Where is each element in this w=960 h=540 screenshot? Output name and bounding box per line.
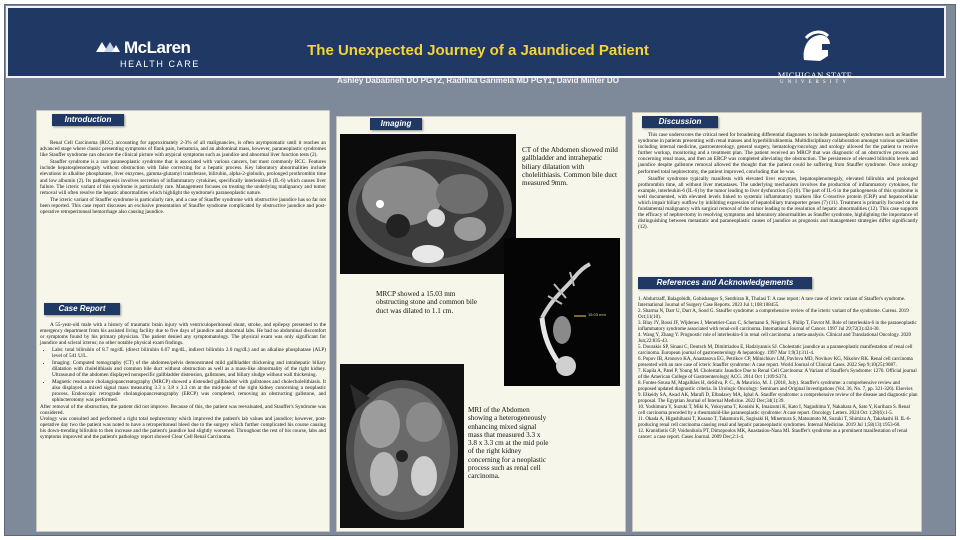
discussion-paragraph: Stauffer syndrome typically manifests with elevated liver enzymes, hepatosplenomegaly, elevated bilirubin and prolonged prothrombin time, all without liver metastases. The underlying mechanism involves the production of inflammatory cytokines, for example, interleukin-6 (IL-6) by the tumor leading to liver dysfunction (5) (6). The part of IL-6 in the pathogenesis of this syndrome is well documented, with elevated levels linked to systemic inflammatory markers like C-reactive protein (CRP) and hepatocellular which impair biliary outflow by inhibiting expression of hepatobiliary transporter genes (7) (11). Treatment is primarily focused on the fundamental malignancy with surgical removal of the tumor leading to the resolution of hepatic abnormalities (12). This case supports the efficacy of nephrectomy in resolving symptoms and laboratory abnormalities as Stauffer syndrome, highlighting the importance of distinguishing between metastatic and paraneoplastic causes of jaundice as prognosis and management strategies differ significantly (12). xyxy=(638,175,919,231)
reference-item: 6. Popov IB, Aronovo KA, Anastasova EG, Petrikov CP, Milnichkov LM, Pavlova MD, Novikov KG, Nikolov RK. Renal cell carcinoma presented with an rare case of icteric Stauffer syndrome: A case report. World Journal of Clinical Cases. 2022 Sep 9;10(25):9087. xyxy=(638,357,913,368)
mri-graphic xyxy=(340,364,464,528)
reference-item: 12. Kranidiotis GP, Voidonikola PT, Dimopoulos MK, Anastasiou-Nana MI. Stauffer's syndrome as a prominent manifestation of renal cancer: a case report. Cases Journal. 2009 Dec;2:1-4. xyxy=(638,429,908,440)
mrcp-measure-label: 15.03 mm xyxy=(588,312,606,317)
case-report-outro: After removal of the obstruction, the patient did not improve. Because of this, the patient was reevaluated, and Stauffer's Syndrome was considered. Urology was consulted and performed a right total nephrectomy which improved the patient's lab values and jaundice; however, post-operative day two the patient was noted to have a retroperitoneal bleed due to the surgery which further complicated his course causing his down-trending bilirubin to then increase and the patient's jaundice had slightly worsened. Throughout the rest of his course, labs and symptoms improved and the patient's pathology report showed Clear Cell Renal Carcinoma. xyxy=(40,403,326,441)
ct-abdomen-image xyxy=(340,134,516,274)
msu-logo xyxy=(760,30,870,86)
mrcp-caption: MRCP showed a 15.03 mm obstructing stone and common bile duct was dilated to 1.1 cm. xyxy=(376,290,478,315)
reference-item: 1. Abdurrzaff, Balagobidh, Gobishanger S, Senthiran R, Thulasi T. A case report: A rare case of icteric variant of Stauffer's syndrome. International Journal of Surgery Case Reports. 2023 Jul 1;108:108455. xyxy=(638,297,906,308)
reference-item: 9. Elkeidy SA, Awad AK, Marafi D, Elbadawy MA, Iqbal A. Stauffer syndrome: a comprehensive review of the disease and diagnostic plan proposal. The Egyptian Journal of Internal Medicine. 2022 Dec;34(1):39. xyxy=(638,393,918,404)
mclaren-name: McLaren xyxy=(124,38,191,57)
discussion-text xyxy=(638,132,918,232)
references-list xyxy=(638,297,918,441)
poster-title: The Unexpected Journey of a Jaundiced Patient xyxy=(307,42,649,59)
introduction-paragraph: Renal Cell Carcinoma (RCC) accounting for approximately 2-3% of all malignancies, is often asymptomatic until it reaches an advanced stage where classic presenting symptoms of flank pain, hematuria, and an abdominal mass, however, paraneoplastic syndromes like Stauffer syndrome can obscure the clinical picture with atypical symptoms such as jaundice and abnormal liver function tests (2). xyxy=(40,140,326,159)
mri-abdomen-image xyxy=(340,364,464,528)
msu-university: UNIVERSITY xyxy=(780,80,850,85)
reference-item: 4. Wang Y, Zhang Y. Prognostic role of interleukin-6 in renal cell carcinoma: a meta-analysis. Clinical and Translational Oncology. 2020 Jun;22:835-43. xyxy=(638,333,912,344)
reference-item: 10. Yoshimura Y, Suzuki T, Miki K, Yokoyama T, Konishi K, Imaizumi K, Kato I, Nagashima Y, Nakahara A, Sato Y, Kurihara S. Renal cell carcinoma preceded by a rheumatoid-like paraneoplastic syndrome: A case report. Oncology Letters. 2024 Oct 1;28(6):1-5. xyxy=(638,405,910,416)
case-report-text xyxy=(40,322,326,441)
reference-item: 11. Okada A, Higashiharai T, Kusano T, Takamura K, Sugisaki H, Minemura S, Matsumoto M, Suzuki T, Shimizu A, Takahashi H. IL-6-producing renal cell carcinoma causing renal and hepatic paraneoplastic syndromes. Internal Medicine. 2019 Jul 1;58(13):1953-60. xyxy=(638,417,912,428)
mclaren-sub: HEALTH CARE xyxy=(120,59,200,69)
introduction-heading: Introduction xyxy=(52,114,124,126)
mclaren-mark-icon xyxy=(94,40,122,54)
discussion-paragraph: This case underscores the critical need for broadening differential diagnoses to include paraneoplastic syndromes such as Stauffer syndrome in patients presenting with renal masses and hyperbilirubinemia. Multidisciplinary collaboration amongst various specialties including internal medicine, gastroenterology, general surgery, hematology/oncology and urology allowed for the patient to receive further workup, monitoring and a treatment plan. The patient received an MRCP that was diagnostic of an obstructive process and concerning renal mass, and then an ERCP was completed alleviating the obstruction. The persistence of elevated bilirubin levels and jaundice despite gallstone removal allowed the thought that the patient could be suffering from Stauffer syndrome. Once urology performed total nephrectomy, the patient improved, concluding that he was. xyxy=(638,132,918,175)
discussion-heading: Discussion xyxy=(642,116,718,128)
case-report-item: • Labs: total bilirubin of 8.7 mg/dL (direct bilirubin 6.67 mg/dL, indirect bilirubin 2.0 mg/dL) and an alkaline phosphatase (ALP) level of 541 U/L. xyxy=(52,347,326,359)
reference-item: 7. Kapila A, Patel P, Young M. Cholestatic Jaundice Due to Renal Cell Carcinoma: A Variant of Stauffer's Syndrome: 1270. Official journal of the American College of Gastroenterology| ACG. 2014 Oct 1;109:S374. xyxy=(638,369,917,380)
mclaren-logo xyxy=(94,38,204,72)
case-report-heading: Case Report xyxy=(44,303,120,315)
spartan-helmet-icon xyxy=(798,30,834,66)
msu-name: MICHIGAN STATE xyxy=(777,70,853,80)
case-report-list xyxy=(40,347,326,403)
introduction-text xyxy=(40,140,326,216)
ct-scan-graphic xyxy=(340,134,516,274)
poster-authors: Ashley Dababneh DO PGY2, Radhika Garimela MD PGY1, David Minter DO xyxy=(337,76,619,85)
introduction-paragraph: The icteric variant of Stauffer syndrome is particularly rare, and a case of Stauffer syndrome with obstructive jaundice has so far not been reported. This case report discusses an exclusive presentation of Stauffer syndrome complicated by obstructive jaundice and post-operative retroperitoneal hemorrhage also causing jaundice. xyxy=(40,196,326,216)
mrcp-image xyxy=(504,238,620,386)
ct-caption: CT of the Abdomen showed mild gallbladder and intrahepatic biliary dilatation with cholelithiasis. Common bile duct measured 9mm. xyxy=(522,146,618,188)
case-report-item: • Imaging: Computed tomography (CT) of the abdomen/pelvis demonstrated mild gallbladder thickening and intrahepatic biliary dilatation with cholelithiasis and common bile duct without obstruction as well as a mass-like abnormality of the right kidney. Ultrasound of the abdomen displayed nonspecific gallbladder distension, gallstones, and biliary sludge without wall thickening. xyxy=(52,360,326,378)
reference-item: 2. Sharma N, Darr U, Darr A, Sood G. Stauffer syndrome: a comprehensive review of the icteric variant of the syndrome. Cureus. 2019 Oct;11(10). xyxy=(638,309,909,320)
reference-item: 3. Blay JY, Rossi JF, Wijdenes J, Menetrier-Caux C, Schemann S, Négrier S, Philip T, Favrot M. Role of interleukin-6 in the paraneoplastic inflammatory syndrome associated with renal-cell carcinoma. International Journal of Cancer. 1997 Jul 29;72(3):424-30. xyxy=(638,321,917,332)
case-report-item: • Magnetic resonance cholangiopancreatography (MRCP) showed a distended gallbladder with gallstones and cholecholelithiasis. It also displayed a mixed signal mass measuring 3.3 x 3.8 x 3.3 cm at the mid-pole of the right kidney concerning a neoplastic process. Endoscopic retrograde cholangiopancreatography (ERCP) was completed, removing an obstructing gallstone, and sphincterotomy was performed. xyxy=(52,379,326,403)
mri-caption: MRI of the Abdomen showing a heterogeneously enhancing mixed signal mass that measured 3.3 x 3.8 x 3.3 cm at the mid pole of the right kidney concerning for a neoplastic process such as renal cell carcinoma. xyxy=(468,406,549,481)
case-report-intro: A 55-year-old male with a history of traumatic brain injury with ventriculoperitoneal shunt, stroke, and epilepsy presented to the emergency department from his assisted living facility due to five days of jaundice and abnormal labs. He had no abdominal discomfort or symptoms found by his primary physician. The patient denied any symptomatology. The physical exam was only significant for jaundice and scleral icterus; no other notable physical exam findings. xyxy=(40,322,326,347)
imaging-heading: Imaging xyxy=(370,118,422,130)
introduction-paragraph: Stauffer syndrome is a rare paraneoplastic syndrome that is associated with various cancers, but most commonly RCC. Features include hepatosplenomegaly without obstruction with false correcting for a hepatic process. Key laboratory abnormalities include elevations in alkaline phosphatase, liver enzymes, gamma-glutamyl transferase, bilirubin, alpha-2-globulin, prolonged prothrombin time and low albumin (2). Its pathogenesis involves secretion of inflammatory cytokines, specifically interleukin-6 (IL-6) which causes liver failure. The icteric variant of this syndrome is particularly rare. Management focuses on treating the underlying malignancy and tumor removal will often resolve the hepatic abnormalities which highlight the syndrome's paraneoplastic nature. xyxy=(40,159,326,196)
poster-header xyxy=(6,6,946,85)
reference-item: 5. Dourakis SP, Sinani C, Deutsch M, Dimitriadou E, Hadziyannis SJ. Cholestatic jaundice as a paraneoplastic manifestation of renal cell carcinoma. European journal of gastroenterology & hepatology. 1997 Mar 1;9(3):311-4. xyxy=(638,345,913,356)
reference-item: 8. Fontes-Sousa M, Magalhães H, deSilva, P. C., & Mauricio, M. J. (2018, July). Stauffer's syndrome: a comprehensive review and proposed updated diagnostic criteria. In Urologic Oncology: Seminars and Original Investigations (Vol. 36, No. 7, pp. 321-326). Elsevier. xyxy=(638,381,914,392)
references-heading: References and Acknowledgements xyxy=(638,277,812,289)
